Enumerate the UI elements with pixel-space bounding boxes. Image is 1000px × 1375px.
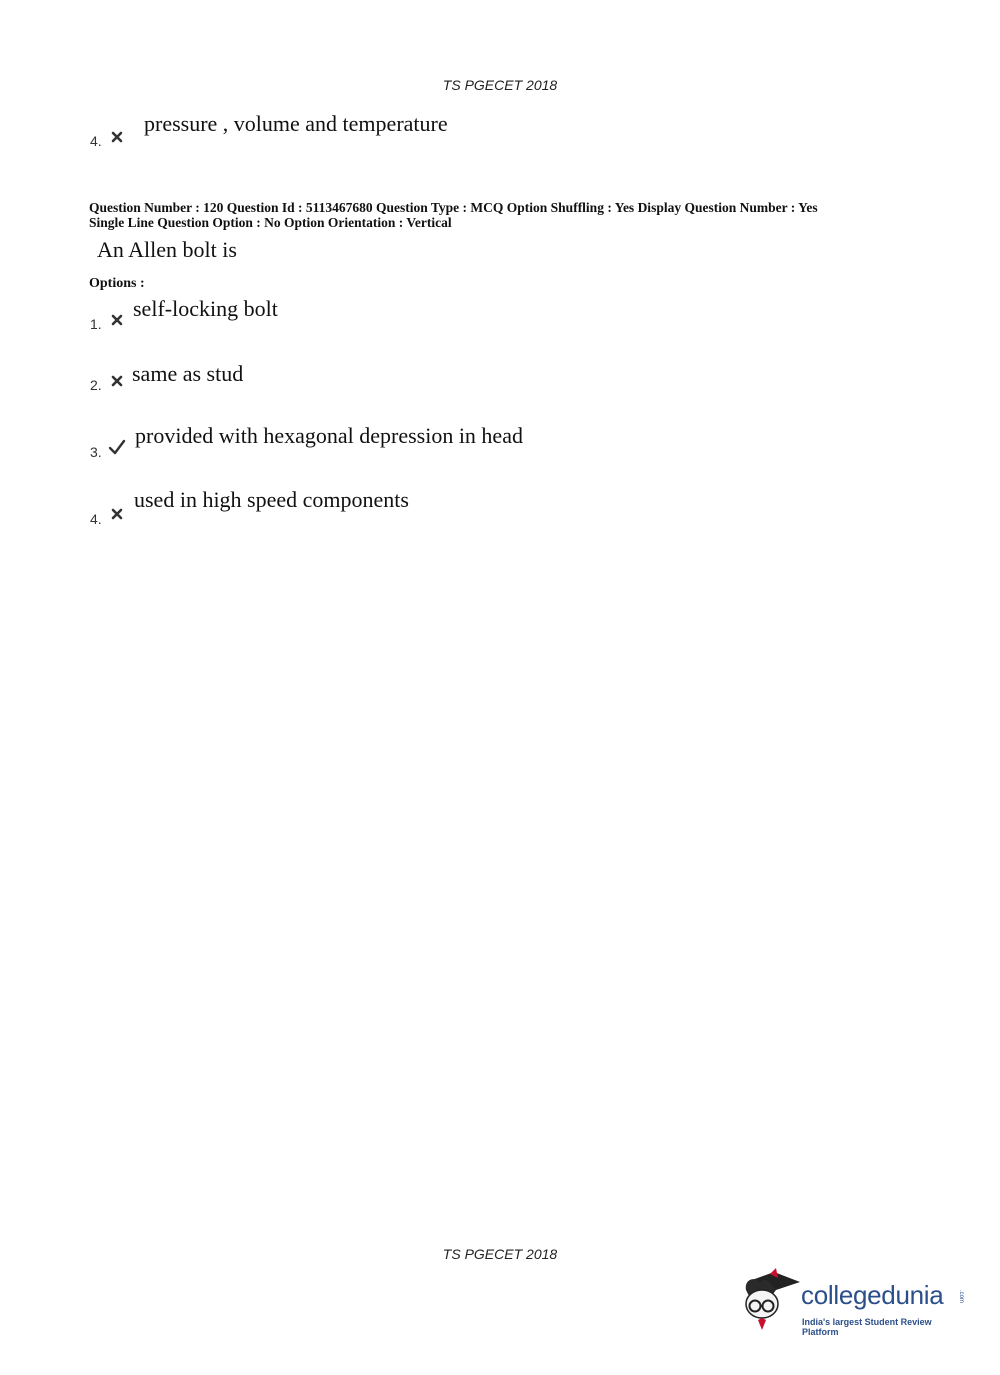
option-text: used in high speed components	[134, 487, 409, 512]
option-number: 2.	[90, 377, 102, 393]
cross-icon	[110, 130, 124, 144]
option-text: same as stud	[132, 361, 244, 386]
option-text: self-locking bolt	[133, 296, 278, 321]
option-number: 3.	[90, 444, 102, 460]
page-header-title: TS PGECET 2018	[442, 77, 558, 93]
previous-option-number: 4.	[90, 133, 102, 149]
cross-icon	[110, 374, 124, 388]
mascot-icon	[740, 1268, 802, 1332]
option-number: 1.	[90, 316, 102, 332]
option-text: provided with hexagonal depression in head	[135, 423, 523, 448]
logo-wordmark: collegedunia	[801, 1280, 944, 1310]
options-label: Options :	[89, 276, 145, 291]
question-text: An Allen bolt is	[97, 237, 237, 262]
cross-icon	[110, 313, 124, 327]
logo-suffix: .com	[958, 1290, 964, 1304]
logo-tagline: India's largest Student Review Platform	[802, 1317, 932, 1337]
question-meta-line-1: Question Number : 120 Question Id : 5113467680 Question Type : MCQ Option Shuffling : Yes Display Question Number : Yes	[89, 200, 818, 215]
option-number: 4.	[90, 511, 102, 527]
page-footer-title: TS PGECET 2018	[442, 1246, 558, 1262]
check-icon	[108, 439, 126, 455]
previous-option-text: pressure , volume and temperature	[144, 111, 448, 136]
collegedunia-logo	[740, 1266, 970, 1336]
cross-icon	[110, 507, 124, 521]
question-meta-line-2: Single Line Question Option : No Option Orientation : Vertical	[89, 215, 452, 230]
